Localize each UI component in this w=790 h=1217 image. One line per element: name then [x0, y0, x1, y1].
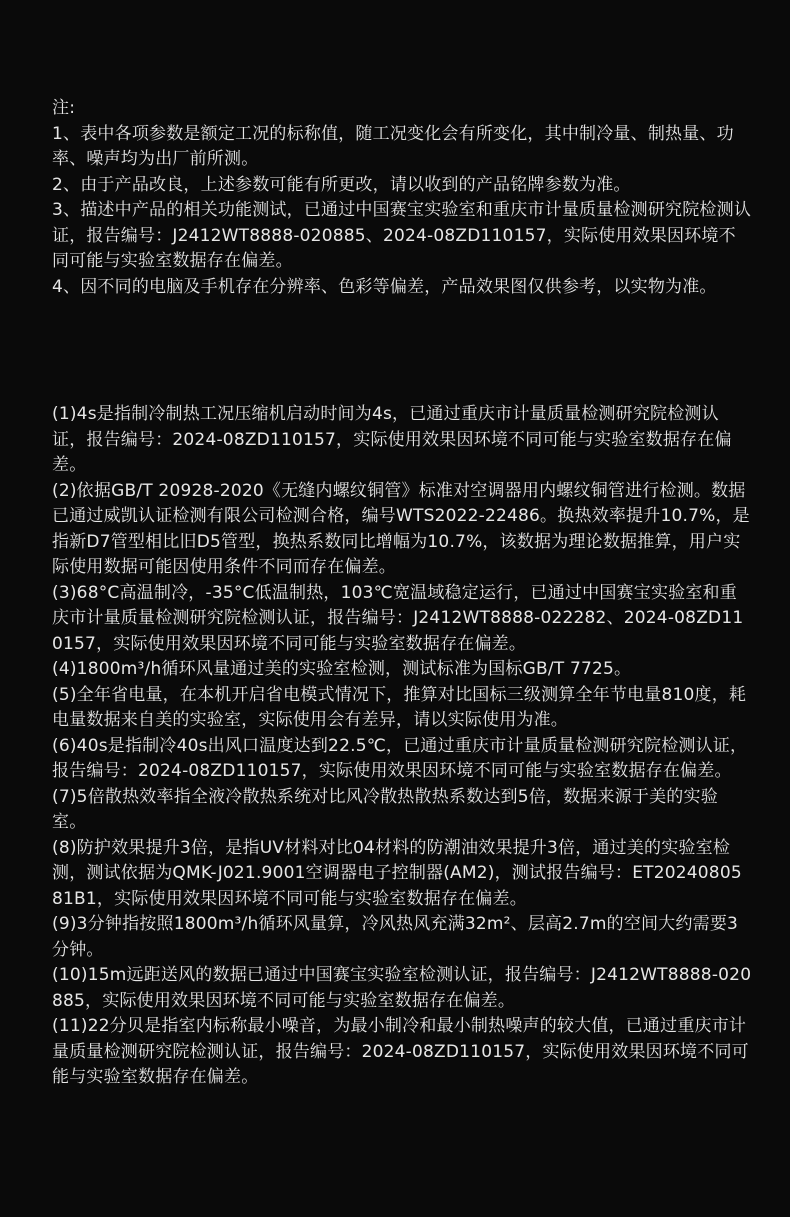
- note-item: 3、描述中产品的相关功能测试，已通过中国赛宝实验室和重庆市计量质量检测研究院检测认证，报告编号：J2412WT8888-020885、2024-08ZD110157，实际使用效果因环境不同可能与实验室数据存在偏差。: [52, 200, 752, 271]
- notes-title: 注:: [52, 98, 76, 118]
- detail-item: (9)3分钟指按照1800m³/h循环风量算，冷风热风充满32m²、层高2.7m的空间大约需要3分钟。: [52, 914, 739, 960]
- detail-item: (3)68°C高温制冷，-35°C低温制热，103℃宽温域稳定运行，已通过中国赛宝实验室和重庆市计量质量检测研究院检测认证，报告编号：J2412WT8888-022282、2024-08ZD110157，实际使用效果因环境不同可能与实验室数据存在偏差。: [52, 582, 744, 654]
- detail-item: (7)5倍散热效率指全液冷散热系统对比风冷散热散热系数达到5倍，数据来源于美的实验室。: [52, 786, 718, 832]
- detail-item: (4)1800m³/h循环风量通过美的实验室检测，测试标准为国标GB/T 7725。: [52, 659, 632, 679]
- note-item: 2、由于产品改良，上述参数可能有所更改，请以收到的产品铭牌参数为准。: [52, 174, 631, 195]
- detail-item: (5)全年省电量，在本机开启省电模式情况下，推算对比国标三级测算全年节电量810度，耗电量数据来自美的实验室，实际使用会有差异，请以实际使用为准。: [52, 684, 747, 730]
- details-section: [52, 402, 752, 1091]
- detail-item: (2)依据GB/T 20928-2020《无缝内螺纹铜管》标准对空调器用内螺纹铜管进行检测。数据已通过威凯认证检测有限公司检测合格，编号WTS2022-22486。换热效率提升10.7%，是指新D7管型相比旧D5管型，换热系数同比增幅为10.7%，该数据为理论数据推算，用户实际使用数据可能因使用条件不同而存在偏差。: [52, 480, 750, 577]
- detail-item: (6)40s是指制冷40s出风口温度达到22.5℃，已通过重庆市计量质量检测研究院检测认证，报告编号：2024-08ZD110157，实际使用效果因环境不同可能与实验室数据存在偏差。: [52, 735, 748, 781]
- detail-item: (11)22分贝是指室内标称最小噪音，为最小制冷和最小制热噪声的较大值，已通过重庆市计量质量检测研究院检测认证，报告编号：2024-08ZD110157，实际使用效果因环境不同可能与实验室数据存在偏差。: [52, 1016, 749, 1087]
- notes-section: [52, 96, 752, 300]
- detail-item: (1)4s是指制冷制热工况压缩机启动时间为4s，已通过重庆市计量质量检测研究院检测认证，报告编号：2024-08ZD110157，实际使用效果因环境不同可能与实验室数据存在偏差。: [52, 404, 732, 475]
- note-item: 4、因不同的电脑及手机存在分辨率、色彩等偏差，产品效果图仅供参考，以实物为准。: [52, 276, 717, 297]
- detail-item: (10)15m远距送风的数据已通过中国赛宝实验室检测认证，报告编号：J2412WT8888-020885，实际使用效果因环境不同可能与实验室数据存在偏差。: [52, 965, 752, 1011]
- note-item: 1、表中各项参数是额定工况的标称值，随工况变化会有所变化，其中制冷量、制热量、功率、噪声均为出厂前所测。: [52, 123, 734, 169]
- detail-item: (8)防护效果提升3倍，是指UV材料对比04材料的防潮油效果提升3倍，通过美的实验室检测，测试依据为QMK-J021.9001空调器电子控制器(AM2)，测试报告编号：ET2024080581B1，实际使用效果因环境不同可能与实验室数据存在偏差。: [52, 837, 742, 909]
